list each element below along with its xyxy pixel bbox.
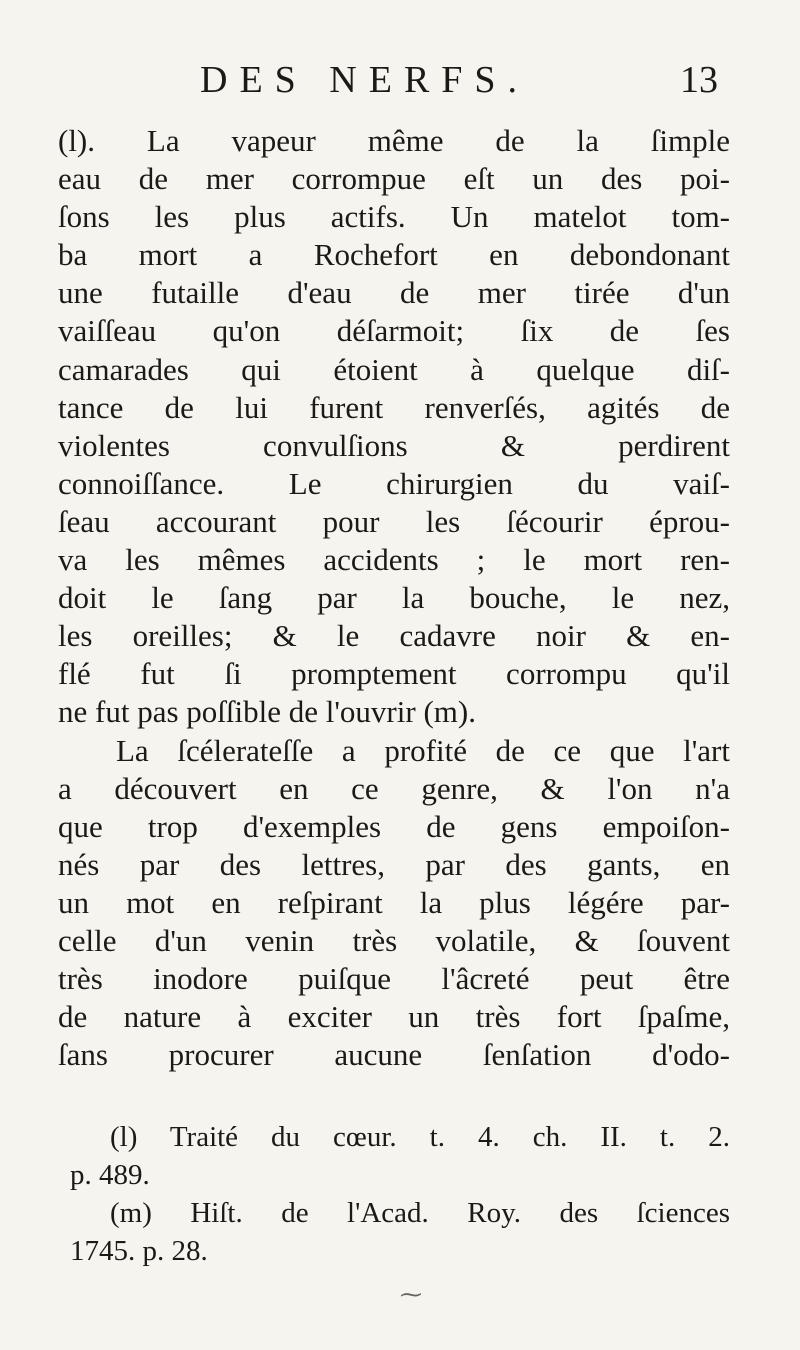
text-line: ſans procurer aucune ſenſation d'odo- xyxy=(58,1037,730,1073)
footnotes xyxy=(70,1118,730,1270)
footnote-line: p. 489. xyxy=(70,1159,150,1191)
body-text xyxy=(58,122,730,1074)
text-line: (l). La vapeur même de la ſimple xyxy=(58,123,730,158)
text-line: vaiſſeau qu'on déſarmoit; ſix de ſes xyxy=(58,313,730,349)
footnote-line: (l) Traité du cœur. t. 4. ch. II. t. 2. xyxy=(110,1121,730,1153)
text-line: très inodore puiſque l'âcreté peut être xyxy=(58,961,730,997)
bottom-ornament: ⁓ xyxy=(400,1282,422,1307)
footnote-line: 1745. p. 28. xyxy=(70,1235,208,1267)
text-line: a découvert en ce genre, & l'on n'a xyxy=(58,770,730,806)
text-line: ne fut pas poſſible de l'ouvrir (m). xyxy=(58,694,476,730)
text-line: La ſcélerateſſe a profité de ce que l'art xyxy=(116,732,730,768)
page-header xyxy=(180,58,740,108)
text-line: connoiſſance. Le chirurgien du vaiſ- xyxy=(58,465,730,501)
running-title: DES NERFS. xyxy=(200,59,530,101)
text-line: va les mêmes accidents ; le mort ren- xyxy=(58,542,730,578)
text-line: tance de lui furent renverſés, agités de xyxy=(58,389,730,425)
text-line: un mot en reſpirant la plus légére par- xyxy=(58,884,730,920)
text-line: de nature à exciter un très fort ſpaſme, xyxy=(58,999,730,1035)
footnote-line: (m) Hiſt. de l'Acad. Roy. des ſciences xyxy=(110,1197,730,1229)
text-line: ſeau accourant pour les ſécourir éprou- xyxy=(58,503,730,539)
page-number: 13 xyxy=(680,59,718,101)
text-line: nés par des lettres, par des gants, en xyxy=(58,846,730,882)
text-line: que trop d'exemples de gens empoiſon- xyxy=(58,808,730,844)
text-line: eau de mer corrompue eſt un des poi- xyxy=(58,161,730,197)
text-line: celle d'un venin très volatile, & ſouvent xyxy=(58,922,730,958)
text-line: flé fut ſi promptement corrompu qu'il xyxy=(58,656,730,692)
text-line: une futaille d'eau de mer tirée d'un xyxy=(58,275,730,311)
text-line: violentes convulſions & perdirent xyxy=(58,427,730,463)
text-line: ſons les plus actifs. Un matelot tom- xyxy=(58,199,730,235)
text-line: les oreilles; & le cadavre noir & en- xyxy=(58,618,730,654)
text-line: camarades qui étoient à quelque diſ- xyxy=(58,351,730,387)
text-line: ba mort a Rochefort en debondonant xyxy=(58,237,730,273)
text-line: doit le ſang par la bouche, le nez, xyxy=(58,580,730,616)
